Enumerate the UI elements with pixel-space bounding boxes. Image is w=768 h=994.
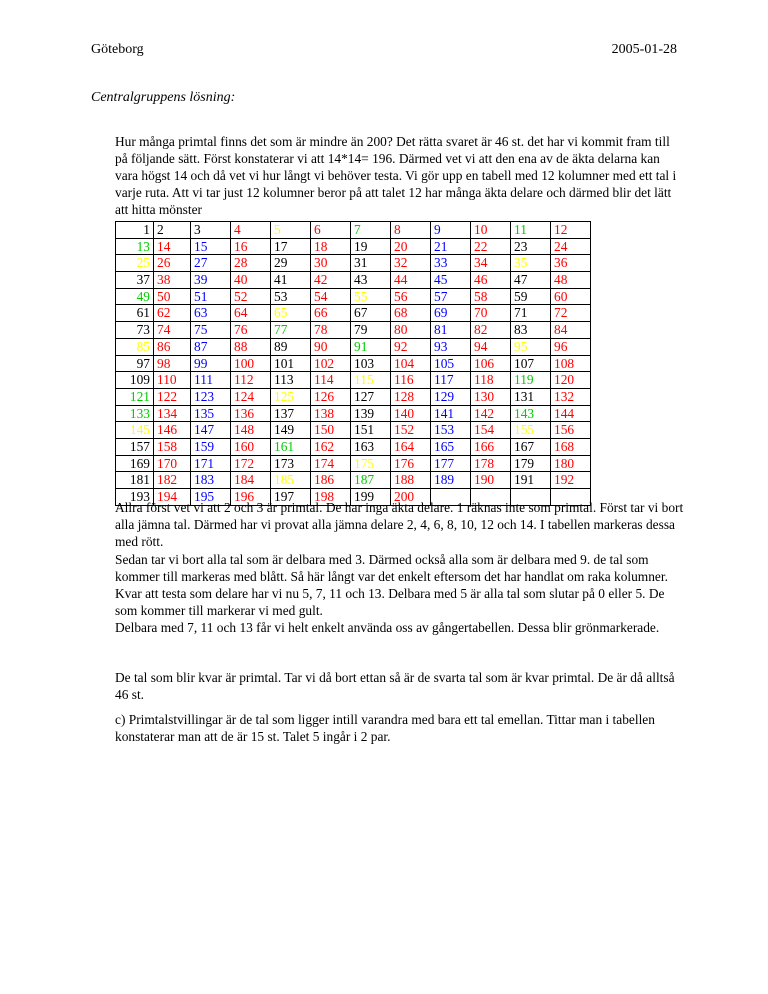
- table-cell: 69: [431, 305, 471, 322]
- table-cell: 94: [471, 338, 511, 355]
- table-cell: 53: [271, 288, 311, 305]
- table-cell: 131: [511, 388, 551, 405]
- table-cell: 124: [231, 388, 271, 405]
- table-cell: 168: [551, 438, 591, 455]
- table-cell: 6: [311, 222, 351, 239]
- table-cell: 89: [271, 338, 311, 355]
- paragraph-result: De tal som blir kvar är primtal. Tar vi då bort ettan så är de svarta tal som är kvar primtal. De är då alltså 46 st.: [115, 670, 675, 702]
- table-cell: 56: [391, 288, 431, 305]
- paragraph-prime-twins: c) Primtalstvillingar är de tal som ligger intill varandra med bara ett tal emellan. Tittar man i tabellen konstaterar man att de är 15 st. Talet 5 ingår i 2 par.: [115, 712, 655, 744]
- table-cell: 127: [351, 388, 391, 405]
- table-cell: 149: [271, 422, 311, 439]
- table-cell: 83: [511, 322, 551, 339]
- table-cell: 165: [431, 438, 471, 455]
- table-cell: 62: [154, 305, 191, 322]
- table-cell: 76: [231, 322, 271, 339]
- table-cell: 191: [511, 472, 551, 489]
- table-cell: 198: [311, 489, 351, 506]
- table-cell: 61: [116, 305, 154, 322]
- table-row: [116, 472, 591, 489]
- table-cell: 110: [154, 372, 191, 389]
- table-cell: 120: [551, 372, 591, 389]
- table-cell: 88: [231, 338, 271, 355]
- table-cell: 3: [191, 222, 231, 239]
- table-cell: 139: [351, 405, 391, 422]
- table-cell: 79: [351, 322, 391, 339]
- table-cell: 71: [511, 305, 551, 322]
- table-cell: 18: [311, 238, 351, 255]
- table-row: [116, 288, 591, 305]
- table-cell: 63: [191, 305, 231, 322]
- table-cell: 133: [116, 405, 154, 422]
- table-cell: 80: [391, 322, 431, 339]
- table-cell: 16: [231, 238, 271, 255]
- table-cell: 183: [191, 472, 231, 489]
- table-cell: 182: [154, 472, 191, 489]
- table-cell: 49: [116, 288, 154, 305]
- table-cell: 117: [431, 372, 471, 389]
- table-cell: 154: [471, 422, 511, 439]
- table-cell: 177: [431, 455, 471, 472]
- table-cell: 172: [231, 455, 271, 472]
- table-cell: 116: [391, 372, 431, 389]
- table-cell: 173: [271, 455, 311, 472]
- table-cell: 184: [231, 472, 271, 489]
- table-row: [116, 338, 591, 355]
- table-cell: 169: [116, 455, 154, 472]
- table-cell: 57: [431, 288, 471, 305]
- table-cell: 100: [231, 355, 271, 372]
- table-cell: 128: [391, 388, 431, 405]
- table-cell: 190: [471, 472, 511, 489]
- paragraph-even-numbers: Allra först vet vi att 2 och 3 är primtal. De har inga äkta delare. 1 räknas inte som primtal. Först tar vi bort alla jämna tal. Därmed har vi provat alla jämna delare 2, 4, 6, 8, 10, 12 och 14. I tabellen markeras dessa med rött.: [115, 500, 684, 549]
- table-cell: 145: [116, 422, 154, 439]
- table-cell: 43: [351, 272, 391, 289]
- table-cell: 29: [271, 255, 311, 272]
- table-cell: 99: [191, 355, 231, 372]
- table-cell: 26: [154, 255, 191, 272]
- table-cell: 72: [551, 305, 591, 322]
- table-cell: 166: [471, 438, 511, 455]
- table-row: [116, 238, 591, 255]
- table-cell: 130: [471, 388, 511, 405]
- table-cell: 7: [351, 222, 391, 239]
- table-cell: 164: [391, 438, 431, 455]
- table-cell: 67: [351, 305, 391, 322]
- table-cell: 4: [231, 222, 271, 239]
- table-cell: 106: [471, 355, 511, 372]
- table-cell: 126: [311, 388, 351, 405]
- table-cell: 82: [471, 322, 511, 339]
- table-cell: 44: [391, 272, 431, 289]
- section-title: Centralgruppens lösning:: [91, 90, 236, 105]
- table-cell: 40: [231, 272, 271, 289]
- table-cell: 58: [471, 288, 511, 305]
- table-cell: 122: [154, 388, 191, 405]
- table-cell: 60: [551, 288, 591, 305]
- table-row: [116, 222, 591, 239]
- table-cell: 147: [191, 422, 231, 439]
- table-cell: 111: [191, 372, 231, 389]
- table-cell: 13: [116, 238, 154, 255]
- table-cell: 155: [511, 422, 551, 439]
- table-cell: 195: [191, 489, 231, 506]
- table-cell: 95: [511, 338, 551, 355]
- table-cell: 75: [191, 322, 231, 339]
- table-cell: 178: [471, 455, 511, 472]
- table-cell: 138: [311, 405, 351, 422]
- table-cell: 176: [391, 455, 431, 472]
- table-cell: 93: [431, 338, 471, 355]
- table-cell: 27: [191, 255, 231, 272]
- table-cell: 196: [231, 489, 271, 506]
- table-cell: 84: [551, 322, 591, 339]
- table-cell: 36: [551, 255, 591, 272]
- table-cell: 119: [511, 372, 551, 389]
- table-row: [116, 422, 591, 439]
- table-cell: 39: [191, 272, 231, 289]
- table-cell: 132: [551, 388, 591, 405]
- table-cell: 162: [311, 438, 351, 455]
- table-cell: 25: [116, 255, 154, 272]
- table-cell: 77: [271, 322, 311, 339]
- table-cell: 86: [154, 338, 191, 355]
- table-cell: 161: [271, 438, 311, 455]
- table-cell: 163: [351, 438, 391, 455]
- table-cell: 31: [351, 255, 391, 272]
- table-cell: 156: [551, 422, 591, 439]
- table-cell: 148: [231, 422, 271, 439]
- table-cell: 96: [551, 338, 591, 355]
- table-cell: 102: [311, 355, 351, 372]
- table-cell: 70: [471, 305, 511, 322]
- table-cell: 50: [154, 288, 191, 305]
- table-cell: 59: [511, 288, 551, 305]
- table-cell: 19: [351, 238, 391, 255]
- table-cell: 181: [116, 472, 154, 489]
- table-cell: 142: [471, 405, 511, 422]
- table-row: [116, 405, 591, 422]
- table-cell: 197: [271, 489, 311, 506]
- table-cell: 24: [551, 238, 591, 255]
- table-cell: 146: [154, 422, 191, 439]
- table-cell: 32: [391, 255, 431, 272]
- table-cell: 158: [154, 438, 191, 455]
- table-cell: 41: [271, 272, 311, 289]
- table-cell: 37: [116, 272, 154, 289]
- table-cell: 200: [391, 489, 431, 506]
- table-cell: 112: [231, 372, 271, 389]
- table-row: [116, 355, 591, 372]
- table-cell: 137: [271, 405, 311, 422]
- table-cell: 2: [154, 222, 191, 239]
- table-cell: 192: [551, 472, 591, 489]
- table-cell: 140: [391, 405, 431, 422]
- table-cell: 51: [191, 288, 231, 305]
- table-cell: 114: [311, 372, 351, 389]
- table-cell: 90: [311, 338, 351, 355]
- table-cell: 33: [431, 255, 471, 272]
- table-cell: 186: [311, 472, 351, 489]
- table-cell: 12: [551, 222, 591, 239]
- intro-paragraph: Hur många primtal finns det som är mindre än 200? Det rätta svaret är 46 st. det har vi kommit fram till på följande sätt. Först konstaterar vi att 14*14= 196. Därmed vet vi att den ena av de äkta delarna kan vara högst 14 och då vet vi hur långt vi behöver testa. Vi gör upp en tabell med 12 kolumner med ett tal i varje ruta. Att vi tar just 12 kolumner beror på att talet 12 har många äkta delare och därmed blir det lätt att hitta mönster: [115, 134, 677, 217]
- table-cell: 109: [116, 372, 154, 389]
- table-cell: 188: [391, 472, 431, 489]
- table-cell: 189: [431, 472, 471, 489]
- table-cell: 30: [311, 255, 351, 272]
- header-location: Göteborg: [91, 42, 144, 57]
- table-cell: 78: [311, 322, 351, 339]
- paragraph-divisible-3-5: Sedan tar vi bort alla tal som är delbara med 3. Därmed också alla som är delbara med 9. de tal som kommer till markeras med blått. Så här långt var det enkelt eftersom det har handlat om raka kolumner. Kvar att testa som delare har vi nu 5, 7, 11 och 13. Delbara med 5 är alla tal som slutar på 0 eller 5. De som kommer till markerar vi med gult.: [115, 552, 668, 618]
- table-cell: 98: [154, 355, 191, 372]
- table-cell: 174: [311, 455, 351, 472]
- table-cell: 121: [116, 388, 154, 405]
- table-cell: 118: [471, 372, 511, 389]
- table-cell: 81: [431, 322, 471, 339]
- table-row: [116, 388, 591, 405]
- table-cell: 55: [351, 288, 391, 305]
- table-cell: 48: [551, 272, 591, 289]
- table-cell: 194: [154, 489, 191, 506]
- table-cell: 187: [351, 472, 391, 489]
- table-cell: 15: [191, 238, 231, 255]
- table-cell: 87: [191, 338, 231, 355]
- table-cell: 108: [551, 355, 591, 372]
- table-cell: 152: [391, 422, 431, 439]
- table-cell: 68: [391, 305, 431, 322]
- table-cell: 123: [191, 388, 231, 405]
- table-cell: 115: [351, 372, 391, 389]
- table-cell: 34: [471, 255, 511, 272]
- table-cell: 14: [154, 238, 191, 255]
- table-cell: 135: [191, 405, 231, 422]
- table-cell: 11: [511, 222, 551, 239]
- table-cell: 136: [231, 405, 271, 422]
- table-cell: 91: [351, 338, 391, 355]
- table-cell: 42: [311, 272, 351, 289]
- table-cell: 22: [471, 238, 511, 255]
- table-cell: 17: [271, 238, 311, 255]
- table-row: [116, 305, 591, 322]
- table-cell: 199: [351, 489, 391, 506]
- table-cell: 8: [391, 222, 431, 239]
- table-cell: 92: [391, 338, 431, 355]
- table-row: [116, 322, 591, 339]
- table-cell: 5: [271, 222, 311, 239]
- table-cell: 1: [116, 222, 154, 239]
- table-cell: 52: [231, 288, 271, 305]
- table-cell: 185: [271, 472, 311, 489]
- table-cell: 46: [471, 272, 511, 289]
- table-cell: 47: [511, 272, 551, 289]
- table-cell: 141: [431, 405, 471, 422]
- table-cell: 45: [431, 272, 471, 289]
- table-cell: 38: [154, 272, 191, 289]
- table-cell: 171: [191, 455, 231, 472]
- table-cell: 159: [191, 438, 231, 455]
- table-row: [116, 255, 591, 272]
- table-cell: 64: [231, 305, 271, 322]
- table-cell: 153: [431, 422, 471, 439]
- table-cell: 113: [271, 372, 311, 389]
- table-cell: 66: [311, 305, 351, 322]
- table-cell: 179: [511, 455, 551, 472]
- table-cell: 20: [391, 238, 431, 255]
- table-cell: 129: [431, 388, 471, 405]
- table-cell: 143: [511, 405, 551, 422]
- table-row: [116, 272, 591, 289]
- table-cell: 73: [116, 322, 154, 339]
- table-row: [116, 372, 591, 389]
- table-cell: 175: [351, 455, 391, 472]
- table-cell: 10: [471, 222, 511, 239]
- table-cell: 180: [551, 455, 591, 472]
- table-cell: 167: [511, 438, 551, 455]
- table-cell: 103: [351, 355, 391, 372]
- table-cell: 104: [391, 355, 431, 372]
- table-cell: 85: [116, 338, 154, 355]
- table-cell: 157: [116, 438, 154, 455]
- table-cell: 101: [271, 355, 311, 372]
- paragraph-divisible-7-11-13: Delbara med 7, 11 och 13 får vi helt enkelt använda oss av gångertabellen. Dessa blir grönmarkerade.: [115, 620, 660, 635]
- table-row: [116, 455, 591, 472]
- table-cell: 23: [511, 238, 551, 255]
- table-cell: 134: [154, 405, 191, 422]
- table-cell: 35: [511, 255, 551, 272]
- table-cell: 125: [271, 388, 311, 405]
- table-cell: 160: [231, 438, 271, 455]
- table-cell: 151: [351, 422, 391, 439]
- table-cell: 97: [116, 355, 154, 372]
- table-cell: 144: [551, 405, 591, 422]
- prime-number-table: [115, 221, 591, 506]
- table-cell: 9: [431, 222, 471, 239]
- table-cell: 170: [154, 455, 191, 472]
- table-cell: 193: [116, 489, 154, 506]
- table-cell: 21: [431, 238, 471, 255]
- table-cell: 105: [431, 355, 471, 372]
- header-date: 2005-01-28: [611, 42, 677, 57]
- table-cell: 150: [311, 422, 351, 439]
- table-cell: 107: [511, 355, 551, 372]
- table-cell: 54: [311, 288, 351, 305]
- table-cell: 65: [271, 305, 311, 322]
- table-cell: 74: [154, 322, 191, 339]
- table-cell: 28: [231, 255, 271, 272]
- table-row: [116, 438, 591, 455]
